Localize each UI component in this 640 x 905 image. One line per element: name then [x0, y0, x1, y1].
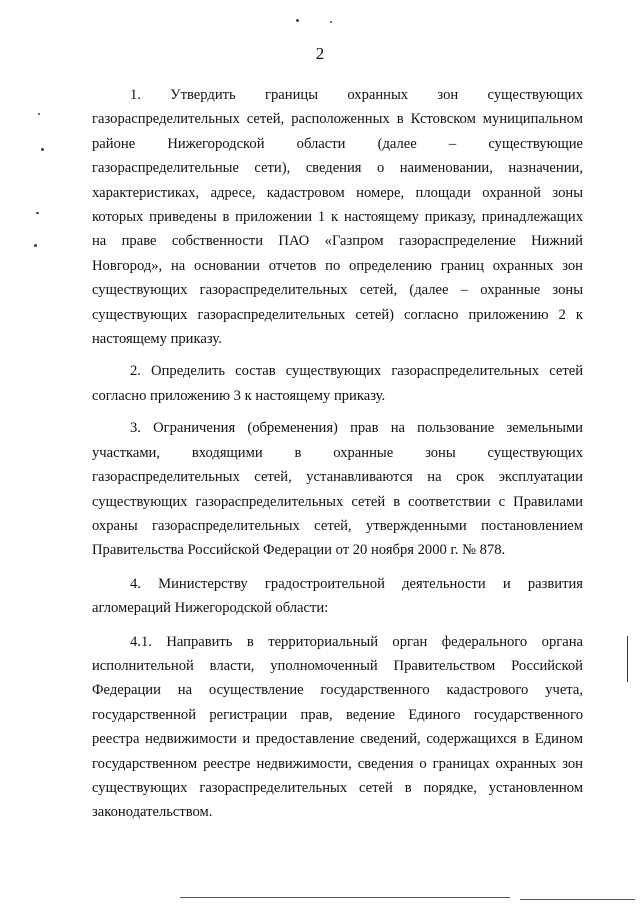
paragraph-4-1: 4.1. Направить в территориальный орган федерального органа исполнительной власти, уполномоченный Правительством Российской Федерации на осуществление государственного кадастрового учета, государственной регистрации прав, ведение Единого государственного реестра недвижимости и предоставление сведений, содержащихся в Едином государственном реестре недвижимости, сведения о границах охранных зон существующих газораспределительных сетей в порядке, установленном законодательством. — [92, 633, 583, 821]
scan-speck — [36, 212, 39, 214]
document-body — [92, 83, 583, 825]
scan-speck — [296, 19, 299, 22]
scan-speck — [330, 21, 332, 23]
scan-bottom-rule — [180, 897, 510, 898]
paragraph-2: 2. Определить состав существующих газораспределительных сетей согласно приложению 3 к настоящему приказу. — [92, 363, 583, 404]
page-number: 2 — [315, 44, 325, 63]
paragraph-1: 1. Утвердить границы охранных зон существующих газораспределительных сетей, расположенных в Кстовском муниципальном районе Нижегородской области (далее – существующие газораспределительные сети), сведения о наименовании, назначении, характеристиках, адресе, кадастровом номере, площади охранной зоны которых приведены в приложении 1 к настоящему приказу, принадлежащих на праве собственности ПАО «Газпром газораспределение Нижний Новгород», на основании отчетов по определению границ охранных зон существующих газораспределительных сетей, (далее – охранные зоны существующих газораспределительных сетей) согласно приложению 2 к настоящему приказу. — [92, 87, 583, 348]
scan-bottom-rule — [520, 899, 635, 900]
scan-speck — [41, 148, 44, 151]
scan-edge-mark — [627, 636, 628, 682]
scan-speck — [38, 113, 40, 115]
scan-speck — [34, 244, 37, 247]
paragraph-4: 4. Министерству градостроительной деятельности и развития агломераций Нижегородской области: — [92, 575, 583, 617]
paragraph-3: 3. Ограничения (обременения) прав на пользование земельными участками, входящими в охранные зоны существующих газораспределительных сетей, устанавливаются на срок эксплуатации существующих газораспределительных сетей в соответствии с Правилами охраны газораспределительных сетей, утвержденными постановлением Правительства Российской Федерации от 20 ноября 2000 г. № 878. — [92, 420, 583, 559]
